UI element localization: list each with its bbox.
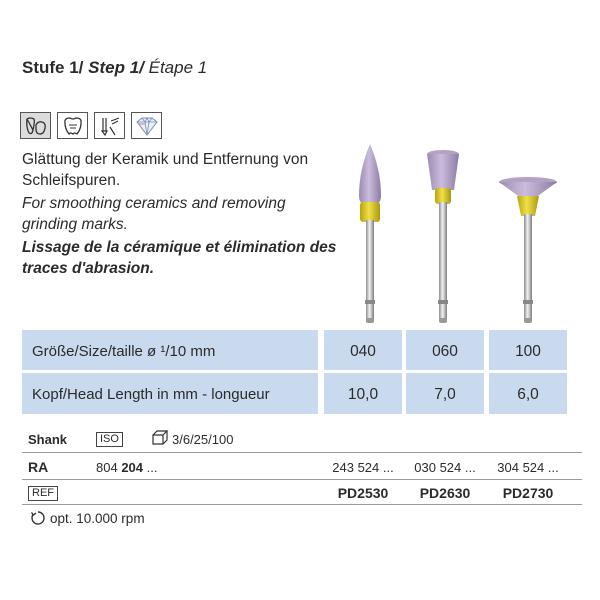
polisher-cup-image bbox=[418, 140, 468, 340]
rpm-text: opt. 10.000 rpm bbox=[50, 511, 145, 526]
divider bbox=[22, 452, 582, 453]
package-icon bbox=[150, 428, 172, 446]
ref-code: PD2630 bbox=[419, 485, 471, 501]
pack-sizes: 3/6/25/100 bbox=[172, 432, 234, 447]
size-cell: 060 bbox=[432, 343, 458, 360]
ref-code: PD2530 bbox=[337, 485, 389, 501]
length-cell: 7,0 bbox=[434, 386, 456, 403]
polisher-knife-edge-image bbox=[495, 140, 561, 340]
ceramic-crown-icon bbox=[57, 112, 88, 139]
ra-iso-number bbox=[96, 460, 158, 475]
description bbox=[22, 150, 342, 282]
ref-code: PD2730 bbox=[502, 485, 554, 501]
table-row-divider bbox=[22, 370, 582, 373]
indication-icons bbox=[20, 112, 162, 139]
description-en: For smoothing ceramics and removing grinding marks. bbox=[22, 195, 286, 233]
size-row-label: Größe/Size/taille ø ¹/10 mm bbox=[32, 343, 216, 360]
ra-label: RA bbox=[28, 459, 49, 475]
description-fr: Lissage de la céramique et élimination des traces d'abrasion. bbox=[22, 239, 337, 277]
polisher-flame-image bbox=[345, 140, 395, 340]
divider bbox=[22, 504, 582, 505]
rotation-icon bbox=[30, 510, 46, 526]
heading-de: Stufe 1/ bbox=[22, 58, 84, 77]
ra-iso-suffix: ... bbox=[146, 460, 158, 475]
size-cell: 040 bbox=[350, 343, 376, 360]
heading-en: Step 1/ bbox=[88, 58, 144, 77]
ra-code: 304 524 ... bbox=[497, 460, 559, 475]
page-title bbox=[22, 58, 207, 78]
length-cell: 10,0 bbox=[347, 386, 379, 403]
length-cell: 6,0 bbox=[517, 386, 539, 403]
tooth-prosthesis-icon bbox=[20, 112, 51, 139]
ra-iso-bold: 204 bbox=[121, 460, 144, 475]
heading-fr: Étape 1 bbox=[148, 58, 208, 77]
ra-code: 030 524 ... bbox=[414, 460, 476, 475]
ra-iso-prefix: 804 bbox=[96, 460, 118, 475]
length-row-label: Kopf/Head Length in mm - longueur bbox=[32, 386, 270, 403]
divider bbox=[22, 479, 582, 480]
shank-label: Shank bbox=[28, 432, 68, 447]
ra-code: 243 524 ... bbox=[332, 460, 394, 475]
handpiece-icon bbox=[94, 112, 125, 139]
description-de: Glättung der Keramik und Entfernung von Schleifspuren. bbox=[22, 151, 309, 189]
ref-badge: REF bbox=[28, 486, 58, 501]
size-cell: 100 bbox=[515, 343, 541, 360]
iso-badge: ISO bbox=[96, 432, 123, 447]
diamond-icon bbox=[131, 112, 162, 139]
